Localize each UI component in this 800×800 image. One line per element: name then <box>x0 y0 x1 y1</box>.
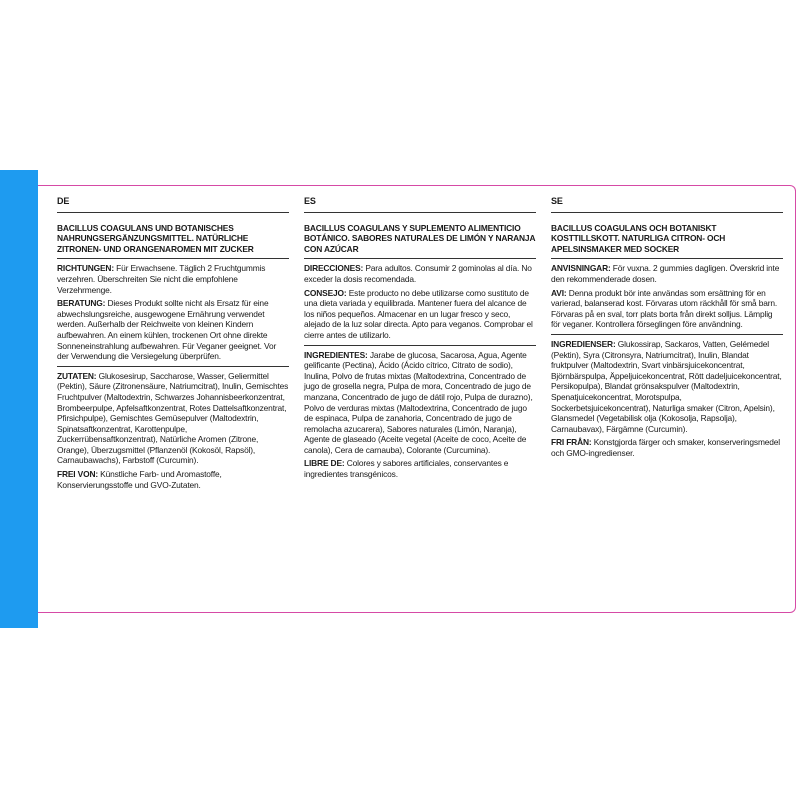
ingredients-block <box>57 371 289 466</box>
directions-text: För vuxna. 2 gummies dagligen. Överskrid inte den rekommenderade dosen. <box>551 263 780 284</box>
advice-block <box>304 288 536 346</box>
language-code: DE <box>57 196 289 213</box>
blue-side-strip <box>0 170 38 628</box>
product-title: BACILLUS COAGULANS OCH BOTANISKT KOSTTILLSKOTT. NATURLIGA CITRON- OCH APELSINSMAKER MED SOCKER <box>551 223 783 260</box>
ingredients-text: Glukossirap, Sackaros, Vatten, Gelémedel (Pektin), Syra (Citronsyra, Natriumcitrat), Inulin, Blandat fruktpulver (Maltodextrin, Svart vinbärsjuicekoncentrat, Björnbärspulpa, Äppeljuicekoncentrat, Rött dadeljuicekoncentrat, Persikopulpa), Blandat grönsakspulver (Maltodextrin, Spenatjuicekoncentrat, Morotspulpa, Sockerbetsjuicekoncentrat), Naturliga smaker (Citron, Apelsin), Glansmedel (Vegetabilisk olja (Kokosolja, Rapsolja), Carnaubavax), Färgämne (Curcumin). <box>551 338 782 434</box>
free-from-label: LIBRE DE: <box>304 458 345 469</box>
free-from-block <box>57 469 289 490</box>
advice-label: CONSEJO: <box>304 287 347 298</box>
directions-text: Para adultos. Consumir 2 gominolas al día. No exceder la dosis recomendada. <box>304 263 532 284</box>
directions-block <box>551 263 783 284</box>
product-title: BACILLUS COAGULANS Y SUPLEMENTO ALIMENTICIO BOTÁNICO. SABORES NATURALES DE LIMÓN Y NARANJA CON AZÚCAR <box>304 223 536 260</box>
advice-block <box>57 298 289 367</box>
ingredients-text: Glukosesirup, Saccharose, Wasser, Geliermittel (Pektin), Säure (Zitronensäure, Natriumcitrat), Inulin, Gemischtes Fruchtpulver (Maltodextrin, Schwarzes Johannisbeerkonzentrat, Brombeerpulpe, Apfelsaftkonzentrat, Rotes Dattelsaftkonzentrat, Pfirsichpulpe), Gemischtes Gemüsepulver (Maltodextrin, Spinatsaftkonzentrat, Karottenpulpe, Zuckerrübensaftkonzentrat), Natürliche Aromen (Zitrone, Orange), Überzugsmittel (Pflanzenöl (Kokosöl, Rapsöl), Carnaubawachs), Farbstoff (Curcumin). <box>57 370 289 466</box>
free-from-text: Colores y sabores artificiales, conservantes e ingredientes transgénicos. <box>304 458 509 480</box>
language-code: SE <box>551 196 783 213</box>
ingredients-block <box>551 339 783 434</box>
ingredients-label: INGREDIENTES: <box>304 349 368 360</box>
ingredients-label: INGREDIENSER: <box>551 338 616 349</box>
directions-label: ANVISNINGAR: <box>551 263 611 274</box>
free-from-text: Künstliche Farb- und Aromastoffe, Konservierungsstoffe und GVO-Zutaten. <box>57 469 222 490</box>
advice-block <box>551 288 783 335</box>
advice-label: AVI: <box>551 287 567 298</box>
directions-block <box>57 263 289 295</box>
free-from-block <box>304 458 536 479</box>
directions-block <box>304 263 536 284</box>
ingredients-block <box>304 350 536 456</box>
free-from-label: FRI FRÅN: <box>551 437 592 448</box>
directions-text: Für Erwachsene. Täglich 2 Fruchtgummis verzehren. Überschreiten Sie nicht die empfohlene Verzehrmenge. <box>57 263 266 295</box>
free-from-label: FREI VON: <box>57 469 98 480</box>
column-se <box>551 196 783 461</box>
ingredients-label: ZUTATEN: <box>57 370 97 381</box>
language-code: ES <box>304 196 536 213</box>
advice-text: Este producto no debe utilizarse como sustituto de una dieta variada y equilibrada. Mantener fuera del alcance de los niños pequeños. Almacenar en un lugar fresco y seco, alejado de la luz solar directa. Apto para veganos. Comprobar el cierre antes de utilizarlo. <box>304 287 533 340</box>
column-es <box>304 196 536 483</box>
advice-text: Denna produkt bör inte användas som ersättning för en varierad, balanserad kost. Förvaras utom räckhåll för små barn. Förvaras på en sval, torr plats borta från direkt solljus. Lämplig för veganer. Kontrollera förseglingen före användning. <box>551 287 778 330</box>
directions-label: RICHTUNGEN: <box>57 263 114 274</box>
directions-label: DIRECCIONES: <box>304 263 364 274</box>
ingredients-text: Jarabe de glucosa, Sacarosa, Agua, Agente gelificante (Pectina), Ácido (Ácido cítrico, Citrato de sodio), Inulina, Polvo de frutas mixtas (Maltodextrina, Concentrado de jugo de grosella negra, Pulpa de mora, Concentrado de jugo de manzana, Concentrado de jugo de dátil rojo, Pulpa de durazno), Polvo de verduras mixtas (Maltodextrina, Concentrado de jugo de espinaca, Pulpa de zanahoria, Concentrado de jugo de remolacha azucarera), Sabores naturales (Limón, Naranja), Agente de glaseado (Aceite vegetal (Aceite de coco, Aceite de canola), Cera de carnauba), Colorante (Curcumina). <box>304 349 533 455</box>
advice-label: BERATUNG: <box>57 298 106 309</box>
product-title: BACILLUS COAGULANS UND BOTANISCHES NAHRUNGSERGÄNZUNGSMITTEL. NATÜRLICHE ZITRONEN- UND ORANGENAROMEN MIT ZUCKER <box>57 223 289 260</box>
advice-text: Dieses Produkt sollte nicht als Ersatz für eine abwechslungsreiche, ausgewogene Ernährung verwendet werden. Außerhalb der Reichweite von kleinen Kindern aufbewahren. An einem kühlen, trockenen Ort ohne direkte Sonneneinstrahlung aufbewahren. Für Veganer geeignet. Vor der Verwendung die Versiegelung überprüfen. <box>57 298 277 362</box>
free-from-block <box>551 437 783 458</box>
column-de <box>57 196 289 493</box>
free-from-text: Konstgjorda färger och smaker, konserveringsmedel och GMO-ingredienser. <box>551 437 781 458</box>
